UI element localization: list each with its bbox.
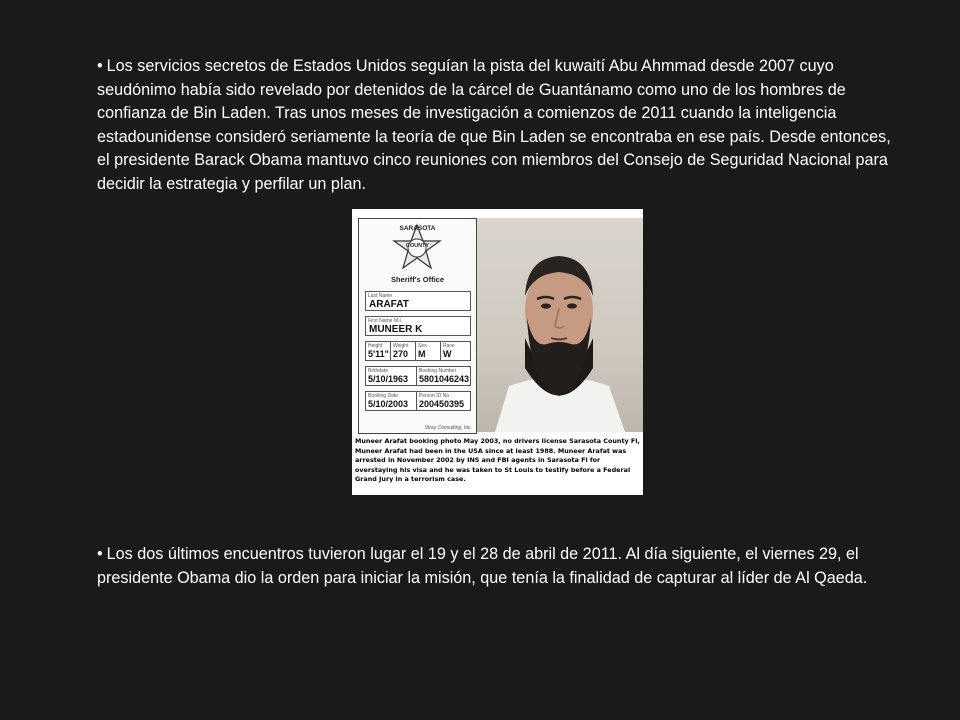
- sheriffs-office: Sheriff's Office: [390, 275, 445, 284]
- cell-height: Height 5'11": [366, 342, 391, 360]
- cell-booking-number: Booking Number 5801046243: [419, 368, 470, 384]
- photo-caption: Muneer Arafat booking photo May 2003, no drivers license Sarasota County Fl, Muneer Arafat had been in the USA since at least 1988. Muneer Arafat was arrested in November 2002 by INS and FBI agents in Sarasota Fl for overstaying his visa and he was taken to St Louis to testify before a Federal Grand Jury in a terrorism case.: [355, 437, 640, 483]
- portrait-illustration: [475, 218, 643, 432]
- bullet: •: [97, 57, 103, 75]
- paragraph-investigation: [97, 55, 897, 196]
- bullet: •: [97, 545, 103, 563]
- field-physical: [365, 341, 471, 361]
- field-first-name: First Name M.I. MUNEER K: [365, 316, 471, 336]
- paragraph-text: Los servicios secretos de Estados Unidos seguían la pista del kuwaití Abu Ahmmad desde 2007 cuyo seudónimo había sido revelado por detenidos de la cárcel de Guantánamo como uno de los hombres de confianza de Bin Laden. Tras unos meses de investigación a comienzos de 2011 cuando la inteligencia estadounidense consideró seriamente la teoría de que Bin Laden se encontraba en ese país. Desde entonces, el presidente Barack Obama mantuvo cinco reuniones con miembros del Consejo de Seguridad Nacional para decidir la estrategia y perfilar un plan.: [97, 57, 891, 193]
- badge-county: COUNTY: [405, 243, 430, 249]
- paragraph-text: Los dos últimos encuentros tuvieron lugar el 19 y el 28 de abril de 2011. Al día siguiente, el viernes 29, el presidente Obama dio la orden para iniciar la misión, que tenía la finalidad de capturar al líder de Al Qaeda.: [97, 545, 868, 587]
- sheriff-badge: [359, 219, 476, 291]
- booking-card: [358, 218, 477, 434]
- card-footer: Stray Consulting, Inc.: [424, 425, 472, 431]
- cell-person-id: Person ID No. 200450395: [419, 393, 465, 409]
- field-birth-booking: [365, 366, 471, 386]
- field-booking-date: [365, 391, 471, 411]
- cell-weight: Weight 270: [391, 342, 416, 360]
- paragraph-meetings: [97, 543, 897, 590]
- booking-photo: [352, 209, 643, 495]
- field-last-name: Last Name ARAFAT: [365, 291, 471, 311]
- cell-race: Race W: [443, 343, 455, 359]
- cell-booking-date: Booking Date 5/10/2003: [366, 392, 417, 410]
- cell-sex: Sex M: [416, 342, 441, 360]
- mugshot-image: [475, 218, 643, 432]
- cell-birthdate: Birthdate 5/10/1963: [366, 367, 417, 385]
- badge-sarasota: SARASOTA: [399, 225, 436, 232]
